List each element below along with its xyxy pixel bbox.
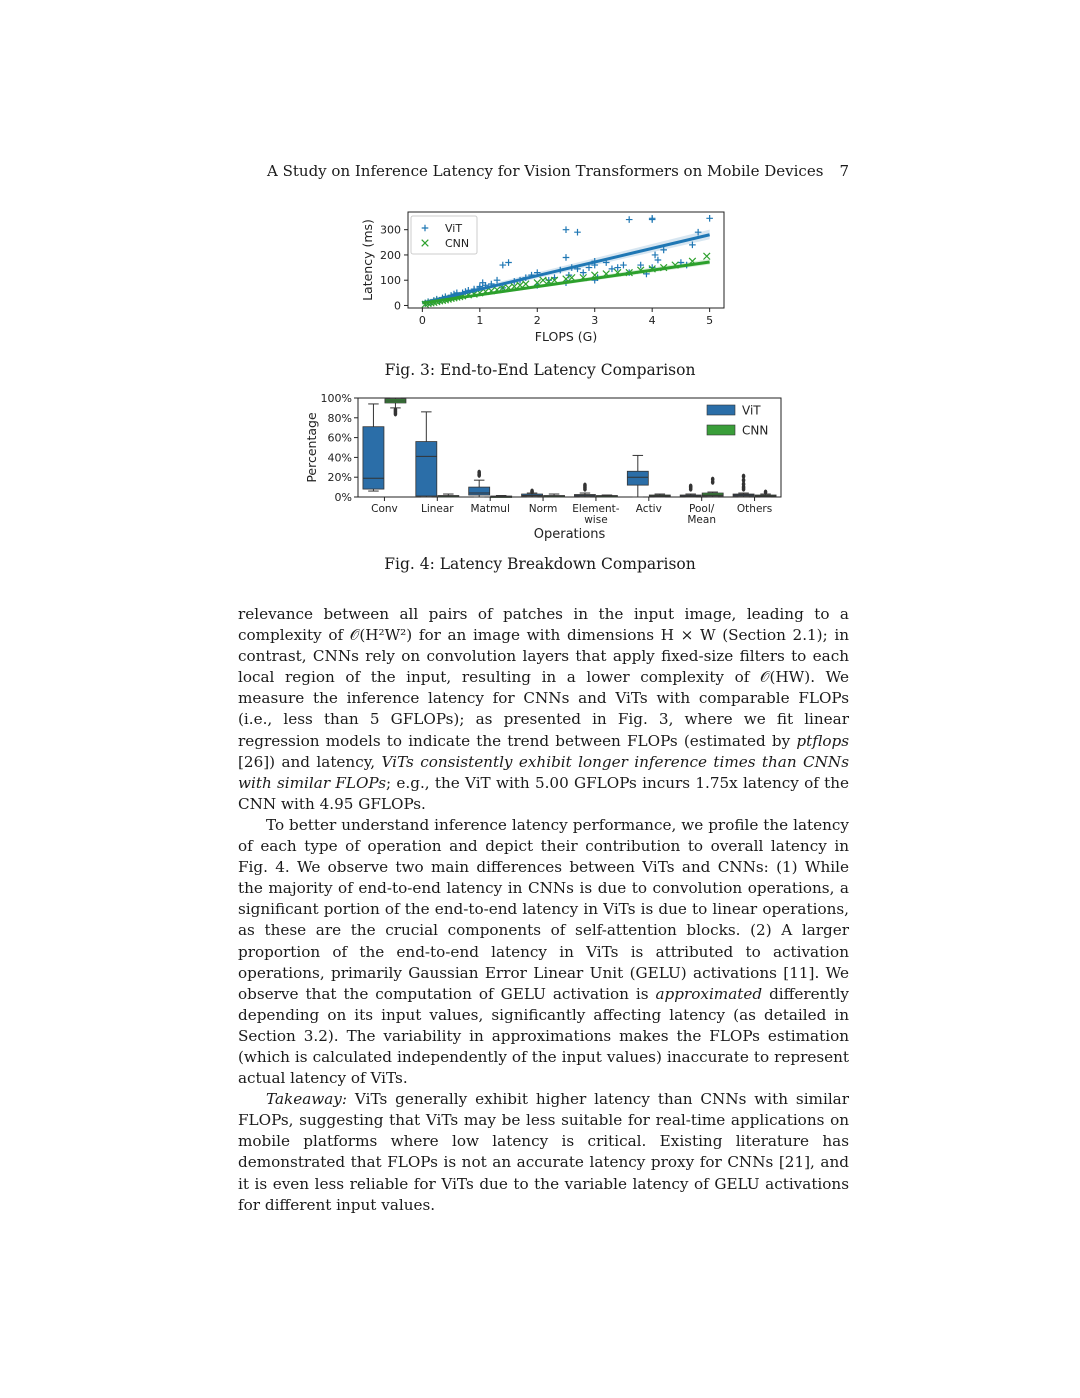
- cnn-box-6: [702, 477, 723, 497]
- cnn-box-5: [649, 494, 670, 497]
- figure-4-caption: Fig. 4: Latency Breakdown Comparison: [384, 555, 696, 573]
- emphasis-text: ptflops: [796, 731, 849, 750]
- running-title: A Study on Inference Latency for Vision Transformers on Mobile Devices: [267, 162, 824, 180]
- running-header: [267, 160, 849, 184]
- cnn-box-1: [438, 494, 459, 497]
- vit-outlier: [530, 488, 534, 493]
- vit-outlier: [742, 474, 746, 479]
- vit-box-7: [733, 474, 754, 497]
- cnn-data-point: [703, 253, 710, 260]
- vit-data-point: [563, 254, 570, 261]
- y-tick-label: 100%: [320, 392, 352, 405]
- cnn-data-point: [522, 281, 529, 288]
- vit-outlier: [689, 484, 693, 489]
- vit-data-point: [563, 226, 570, 233]
- text-run: ; e.g., the ViT with 5.00 GFLOPs incurs 1.75x latency of the CNN with 4.95 GFLOPs.: [238, 773, 849, 813]
- vit-box-body: [627, 471, 648, 485]
- y-axis-label: Latency (ms): [360, 219, 375, 301]
- cnn-data-point: [540, 277, 547, 284]
- legend-vit-swatch: [707, 405, 735, 415]
- cnn-box-0: [385, 398, 406, 416]
- body-text: [238, 604, 849, 1216]
- vit-box-body: [416, 442, 437, 496]
- paragraph-1: [238, 604, 849, 815]
- y-tick-label: 300: [380, 223, 401, 237]
- vit-data-point: [574, 229, 581, 236]
- x-tick-label: 0: [418, 314, 426, 327]
- x-tick-label: Linear: [420, 503, 454, 515]
- x-tick-label: 5: [706, 314, 714, 327]
- vit-box-4: [574, 483, 595, 497]
- x-tick-label: Pool/: [689, 503, 715, 515]
- emphasis-text: approximated: [655, 984, 763, 1003]
- cnn-box-7: [755, 489, 776, 497]
- x-tick-label: 1: [476, 314, 484, 327]
- vit-box-body: [469, 487, 490, 495]
- vit-data-point: [706, 215, 713, 222]
- y-tick-label: 0: [394, 299, 401, 313]
- legend-label: ViT: [445, 222, 463, 235]
- legend-label: ViT: [742, 403, 761, 418]
- x-tick-label: Norm: [528, 503, 558, 515]
- x-tick-label: Element-: [572, 503, 620, 515]
- y-tick-label: 100: [380, 274, 401, 288]
- vit-outlier: [583, 483, 587, 488]
- text-run: To better understand inference latency performance, we profile the latency of each type of operation and depict their contribution to overall latency in Fig. 4. We observe two main differences between ViTs and CNNs: (1) While the majority of end-to-end latency in CNNs is due to convolution operations, a significant portion of the end-to-end latency in ViTs is due to linear operations, as these are the crucial components of self-attention blocks. (2) A larger proportion of the end-to-end latency in ViTs is attributed to activation operations, primarily Gaussian Error Linear Unit (GELU) activations [11]. We observe that the computation of GELU activation is: [238, 815, 849, 1003]
- y-axis-label: Percentage: [304, 412, 319, 483]
- vit-box-2: [469, 470, 490, 497]
- x-tick-label: Others: [736, 503, 773, 515]
- x-axis-label: FLOPS (G): [534, 329, 598, 344]
- vit-box-5: [627, 455, 648, 497]
- emphasis-text: Takeaway:: [266, 1090, 348, 1109]
- text-run: [26]) and latency,: [238, 752, 382, 771]
- figure-3-scatter-chart: [0, 205, 1080, 350]
- paragraph-3: [238, 1089, 849, 1216]
- y-tick-label: 60%: [327, 431, 352, 445]
- y-tick-label: 0%: [334, 491, 352, 504]
- vit-data-point: [626, 216, 633, 223]
- x-tick-label: Mean: [687, 514, 716, 526]
- vit-data-point: [505, 259, 512, 266]
- y-tick-label: 80%: [327, 411, 352, 425]
- vit-box-1: [416, 412, 437, 497]
- cnn-box-2: [491, 496, 512, 498]
- vit-box-0: [363, 404, 384, 491]
- y-tick-label: 20%: [327, 471, 352, 485]
- legend: [707, 404, 768, 438]
- vit-data-point: [649, 216, 656, 223]
- x-axis-label: Operations: [533, 527, 606, 542]
- paragraph-2: [238, 815, 849, 1089]
- vit-data-point: [545, 277, 552, 284]
- x-tick-label: 2: [533, 314, 541, 327]
- vit-outlier: [477, 473, 481, 478]
- cnn-outlier: [394, 407, 398, 412]
- x-tick-label: Matmul: [470, 503, 510, 515]
- cnn-outlier: [711, 477, 715, 482]
- cnn-outlier: [764, 489, 768, 494]
- legend: [411, 216, 477, 254]
- text-run: differently depending on its input values, significantly affecting latency (as detailed in Section 3.2). The variability in approximations makes the FLOPs estimation (which is calculated independently of the input values) inaccurate to represent actual latency of ViTs.: [238, 984, 849, 1088]
- vit-box-3: [522, 488, 543, 497]
- x-tick-label: Conv: [371, 503, 398, 515]
- vit-data-point: [620, 262, 627, 269]
- legend-label: CNN: [742, 423, 769, 438]
- vit-box-6: [680, 484, 701, 497]
- cnn-box-4: [596, 495, 617, 497]
- legend-cnn-swatch: [707, 425, 735, 435]
- figure-4-box-chart: [0, 390, 1080, 545]
- x-tick-label: Activ: [635, 503, 662, 515]
- legend-label: CNN: [445, 237, 470, 250]
- figure-3-caption: Fig. 3: End-to-End Latency Comparison: [384, 361, 696, 379]
- page-number: 7: [839, 162, 849, 180]
- x-tick-label: 4: [648, 314, 656, 327]
- y-tick-label: 40%: [327, 451, 352, 465]
- x-tick-label: 3: [591, 314, 599, 327]
- vit-box-body: [363, 427, 384, 489]
- vit-data-point: [500, 262, 507, 269]
- text-run: ViTs generally exhibit higher latency than CNNs with similar FLOPs, suggesting that ViTs may be less suitable for real-time applications on mobile platforms where low latency is critical. Existing literature has demonstrated that FLOPs is not an accurate latency proxy for CNNs [21], and it is even less reliable for ViTs due to the variable latency of GELU activations for different input values.: [238, 1090, 849, 1214]
- x-tick-label: wise: [584, 514, 608, 526]
- emphasis-text: ViTs consistently exhibit longer inference times than CNNs with similar FLOPs: [238, 752, 849, 792]
- text-run: relevance between all pairs of patches in the input image, leading to a complexity of 𝒪(H²W²) for an image with dimensions H × W (Section 2.1); in contrast, CNNs rely on convolution layers that apply fixed-size filters to each local region of the input, resulting in a lower complexity of 𝒪(HW). We measure the inference latency for CNNs and ViTs with comparable FLOPs (i.e., less than 5 GFLOPs); as presented in Fig. 3, where we fit linear regression models to indicate the trend between FLOPs (estimated by: [238, 605, 849, 750]
- cnn-box-3: [544, 494, 565, 497]
- y-tick-label: 200: [380, 248, 401, 262]
